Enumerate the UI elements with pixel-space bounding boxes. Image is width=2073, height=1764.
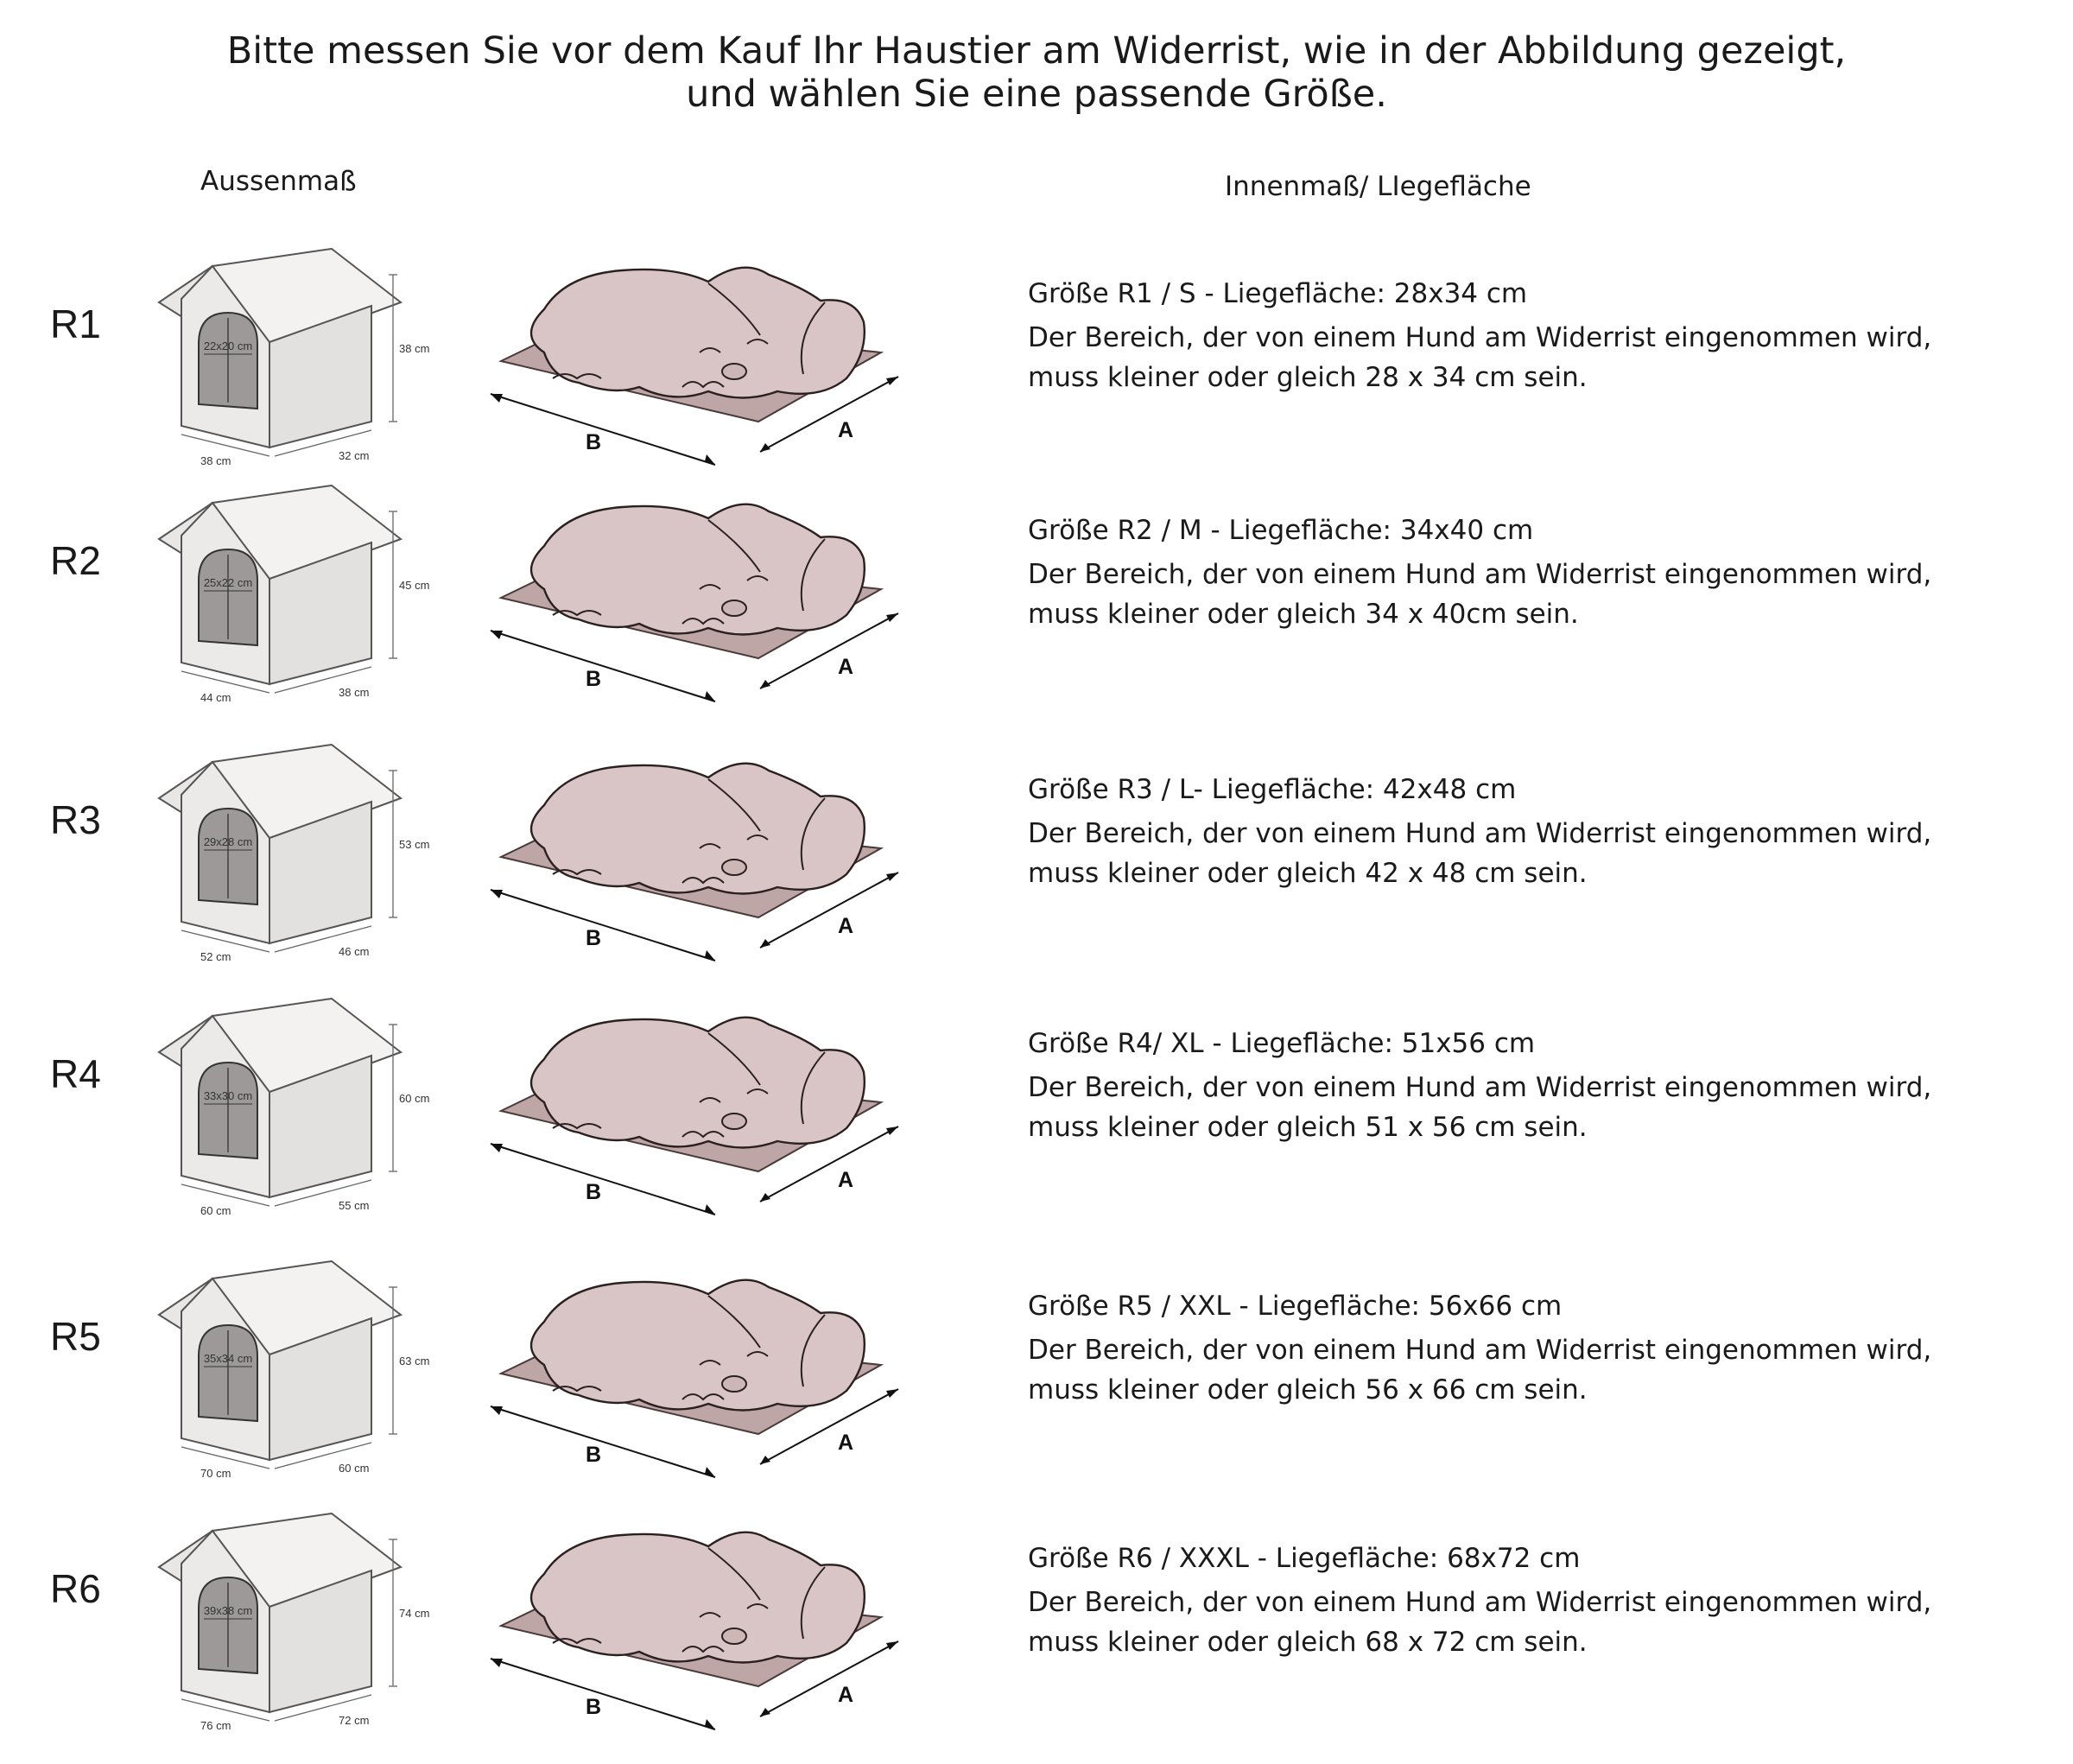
height-label: 38 cm bbox=[399, 342, 430, 355]
dimension-a-label: A bbox=[838, 655, 854, 679]
size-description bbox=[1028, 513, 2064, 634]
size-description bbox=[1028, 1289, 2064, 1410]
height-label: 63 cm bbox=[399, 1355, 430, 1367]
requirement-line-1: Der Bereich, der von einem Hund am Widerrist eingenommen wird, bbox=[1028, 322, 1932, 353]
size-label: R1 bbox=[50, 301, 101, 346]
size-requirement bbox=[1028, 1068, 2064, 1147]
size-title: Größe R6 / XXXL - Liegefläche: 68x72 cm bbox=[1028, 1543, 1581, 1574]
size-label: R4 bbox=[50, 1051, 101, 1096]
size-requirement bbox=[1028, 555, 2064, 634]
requirement-line-1: Der Bereich, der von einem Hund am Widerrist eingenommen wird, bbox=[1028, 1335, 1932, 1366]
size-label: R2 bbox=[50, 538, 101, 583]
dog-house-illustration bbox=[147, 999, 430, 1217]
size-title: Größe R5 / XXL - Liegefläche: 56x66 cm bbox=[1028, 1291, 1563, 1322]
size-title: Größe R4/ XL - Liegefläche: 51x56 cm bbox=[1028, 1028, 1536, 1059]
dimension-b-label: B bbox=[586, 1443, 602, 1467]
door-size-label: 35x34 cm bbox=[203, 1352, 253, 1365]
size-row bbox=[0, 999, 2073, 1249]
page-header bbox=[0, 29, 2073, 116]
depth-label: 46 cm bbox=[339, 945, 370, 958]
sleeping-dog-illustration bbox=[484, 999, 933, 1232]
depth-label: 55 cm bbox=[339, 1199, 370, 1212]
requirement-line-1: Der Bereich, der von einem Hund am Widerrist eingenommen wird, bbox=[1028, 1587, 1932, 1618]
width-label: 70 cm bbox=[200, 1467, 231, 1480]
height-label: 53 cm bbox=[399, 838, 430, 851]
depth-label: 32 cm bbox=[339, 449, 370, 462]
depth-label: 38 cm bbox=[339, 686, 370, 699]
sleeping-dog-illustration bbox=[484, 745, 933, 978]
dimension-b-label: B bbox=[586, 926, 602, 950]
inner-dimensions-heading: Innenmaß/ LIegefläche bbox=[1225, 171, 1531, 202]
door-size-label: 29x28 cm bbox=[203, 835, 253, 848]
size-requirement bbox=[1028, 318, 2064, 397]
size-label: R5 bbox=[50, 1314, 101, 1359]
width-label: 76 cm bbox=[200, 1719, 231, 1732]
requirement-line-2: muss kleiner oder gleich 68 x 72 cm sein. bbox=[1028, 1627, 1588, 1658]
requirement-line-2: muss kleiner oder gleich 51 x 56 cm sein. bbox=[1028, 1112, 1588, 1143]
size-description bbox=[1028, 772, 2064, 893]
door-size-label: 22x20 cm bbox=[203, 339, 253, 352]
size-title: Größe R3 / L- Liegefläche: 42x48 cm bbox=[1028, 774, 1517, 805]
dimension-b-label: B bbox=[586, 430, 602, 454]
dog-house-illustration bbox=[147, 485, 430, 704]
dimension-a-label: A bbox=[838, 1431, 854, 1455]
height-label: 45 cm bbox=[399, 579, 430, 592]
door-size-label: 39x38 cm bbox=[203, 1604, 253, 1617]
width-label: 38 cm bbox=[200, 454, 231, 467]
sleeping-dog-illustration bbox=[484, 249, 933, 482]
size-description bbox=[1028, 276, 2064, 397]
requirement-line-1: Der Bereich, der von einem Hund am Widerrist eingenommen wird, bbox=[1028, 559, 1932, 590]
outer-dimensions-heading: Aussenmaß bbox=[200, 166, 357, 197]
dimension-a-label: A bbox=[838, 1168, 854, 1192]
size-row bbox=[0, 249, 2073, 499]
requirement-line-2: muss kleiner oder gleich 56 x 66 cm sein. bbox=[1028, 1374, 1588, 1405]
dimension-a-label: A bbox=[838, 1683, 854, 1707]
depth-label: 72 cm bbox=[339, 1714, 370, 1727]
size-row bbox=[0, 485, 2073, 736]
requirement-line-1: Der Bereich, der von einem Hund am Widerrist eingenommen wird, bbox=[1028, 1072, 1932, 1103]
size-title: Größe R1 / S - Liegefläche: 28x34 cm bbox=[1028, 278, 1528, 309]
size-row bbox=[0, 1513, 2073, 1764]
requirement-line-1: Der Bereich, der von einem Hund am Widerrist eingenommen wird, bbox=[1028, 818, 1932, 849]
size-label: R3 bbox=[50, 797, 101, 842]
requirement-line-2: muss kleiner oder gleich 28 x 34 cm sein. bbox=[1028, 362, 1588, 393]
size-requirement bbox=[1028, 1330, 2064, 1410]
size-row bbox=[0, 745, 2073, 995]
dimension-a-label: A bbox=[838, 418, 854, 442]
size-row bbox=[0, 1261, 2073, 1512]
height-label: 74 cm bbox=[399, 1607, 430, 1620]
header-line-2: und wählen Sie eine passende Größe. bbox=[686, 73, 1387, 116]
width-label: 52 cm bbox=[200, 950, 231, 963]
dog-house-illustration bbox=[147, 1513, 430, 1732]
size-description bbox=[1028, 1541, 2064, 1662]
door-size-label: 25x22 cm bbox=[203, 576, 253, 589]
sleeping-dog-illustration bbox=[484, 1261, 933, 1494]
door-size-label: 33x30 cm bbox=[203, 1089, 253, 1102]
size-requirement bbox=[1028, 1583, 2064, 1662]
dog-house-illustration bbox=[147, 249, 430, 467]
width-label: 60 cm bbox=[200, 1204, 231, 1217]
header-line-1: Bitte messen Sie vor dem Kauf Ihr Haustier am Widerrist, wie in der Abbildung gezeigt, bbox=[226, 29, 1847, 73]
width-label: 44 cm bbox=[200, 691, 231, 704]
dog-house-illustration bbox=[147, 1261, 430, 1480]
requirement-line-2: muss kleiner oder gleich 34 x 40cm sein. bbox=[1028, 599, 1579, 630]
size-description bbox=[1028, 1026, 2064, 1147]
dog-house-illustration bbox=[147, 745, 430, 963]
size-requirement bbox=[1028, 814, 2064, 893]
sleeping-dog-illustration bbox=[484, 1513, 933, 1747]
size-title: Größe R2 / M - Liegefläche: 34x40 cm bbox=[1028, 515, 1534, 546]
height-label: 60 cm bbox=[399, 1092, 430, 1105]
dimension-b-label: B bbox=[586, 667, 602, 691]
dimension-b-label: B bbox=[586, 1695, 602, 1719]
size-label: R6 bbox=[50, 1566, 101, 1611]
dimension-a-label: A bbox=[838, 914, 854, 938]
sleeping-dog-illustration bbox=[484, 485, 933, 719]
requirement-line-2: muss kleiner oder gleich 42 x 48 cm sein. bbox=[1028, 858, 1588, 889]
depth-label: 60 cm bbox=[339, 1462, 370, 1475]
dimension-b-label: B bbox=[586, 1180, 602, 1204]
